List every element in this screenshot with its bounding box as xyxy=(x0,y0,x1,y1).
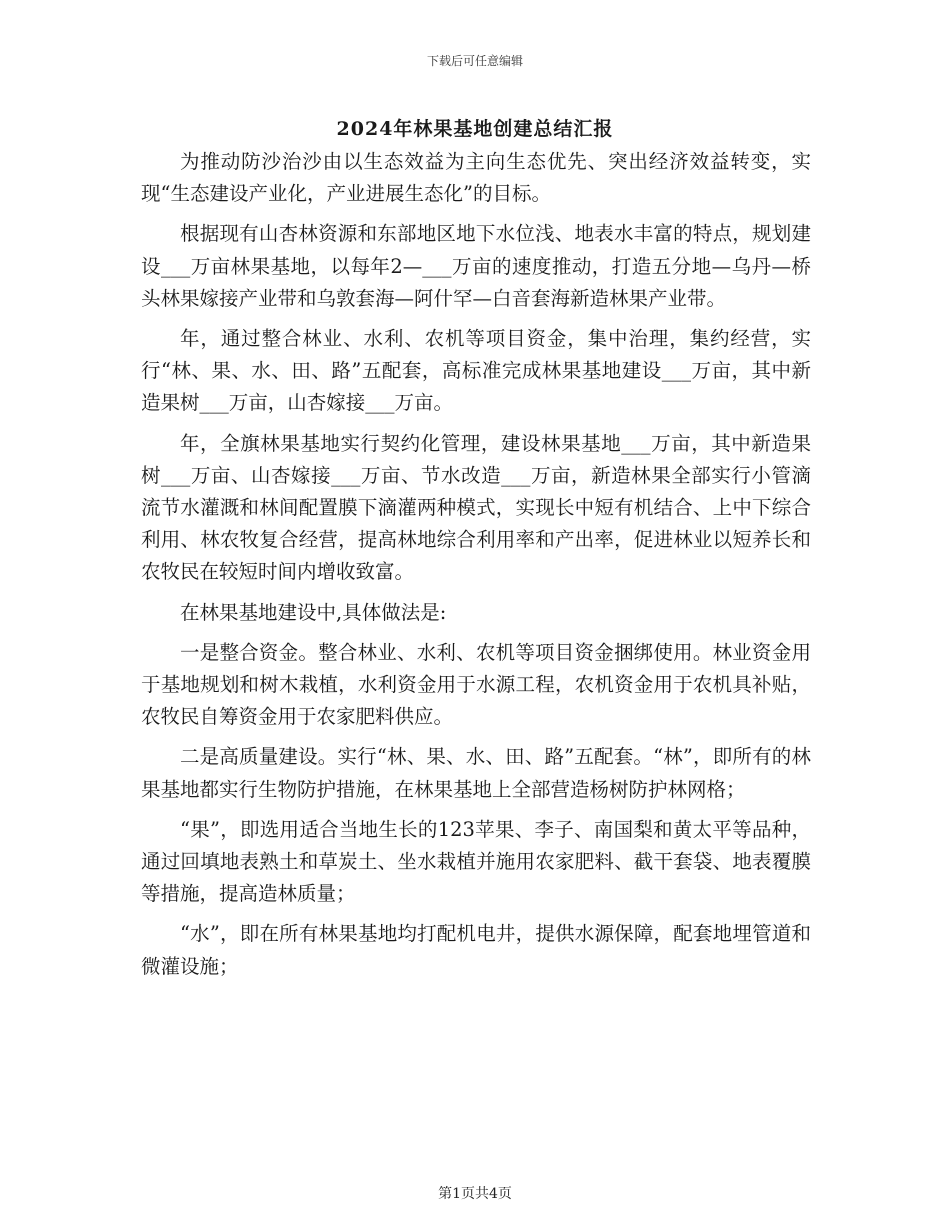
paragraph: 根据现有山杏林资源和东部地区地下水位浅、地表水丰富的特点，规划建设___万亩林果基地，以每年2—___万亩的速度推动，打造五分地—乌丹—桥头林果嫁接产业带和乌敦套海—阿什罕—白音套海新造林果产业带。 xyxy=(141,222,811,310)
paragraph: 一是整合资金。整合林业、水利、农机等项目资金捆绑使用。林业资金用于基地规划和树木栽植，水利资金用于水源工程，农机资金用于农机具补贴，农牧民自筹资金用于农家肥料供应。 xyxy=(141,640,811,729)
header-note: 下载后可任意编辑 xyxy=(426,54,523,68)
paragraph: 二是高质量建设。实行“林、果、水、田、路”五配套。“林”，即所有的林果基地都实行生物防护措施，在林果基地上全部营造杨树防护林网格； xyxy=(141,745,811,801)
paragraph: 为推动防沙治沙由以生态效益为主向生态优先、突出经济效益转变，实现“生态建设产业化，产业进展生态化”的目标。 xyxy=(141,150,811,206)
document-title: 2024年林果基地创建总结汇报 xyxy=(336,118,614,140)
paragraph: 年，全旗林果基地实行契约化管理，建设林果基地___万亩，其中新造果树___万亩、山杏嫁接___万亩、节水改造___万亩，新造林果全部实行小管滴流节水灌溉和林间配置膜下滴灌两种模式，实现长中短有机结合、上中下综合利用、林农牧复合经营，提高林地综合利用率和产出率，促进林业以短养长和农牧民在较短时间内增收致富。 xyxy=(141,431,811,584)
paragraph: “水”，即在所有林果基地均打配机电井，提供水源保障，配套地埋管道和微灌设施； xyxy=(141,922,811,978)
page-number: 第1页共4页 xyxy=(438,1186,512,1202)
paragraph: 年，通过整合林业、水利、农机等项目资金，集中治理，集约经营，实行“林、果、水、田、路”五配套，高标准完成林果基地建设___万亩，其中新造果树___万亩，山杏嫁接___万亩。 xyxy=(141,327,811,415)
paragraph: 在林果基地建设中,具体做法是: xyxy=(180,600,447,624)
paragraph: “果”，即选用适合当地生长的123苹果、李子、南国梨和黄太平等品种，通过回填地表熟土和草炭土、坐水栽植并施用农家肥料、截干套袋、地表覆膜等措施，提高造林质量； xyxy=(141,817,811,906)
document-body xyxy=(141,146,811,991)
